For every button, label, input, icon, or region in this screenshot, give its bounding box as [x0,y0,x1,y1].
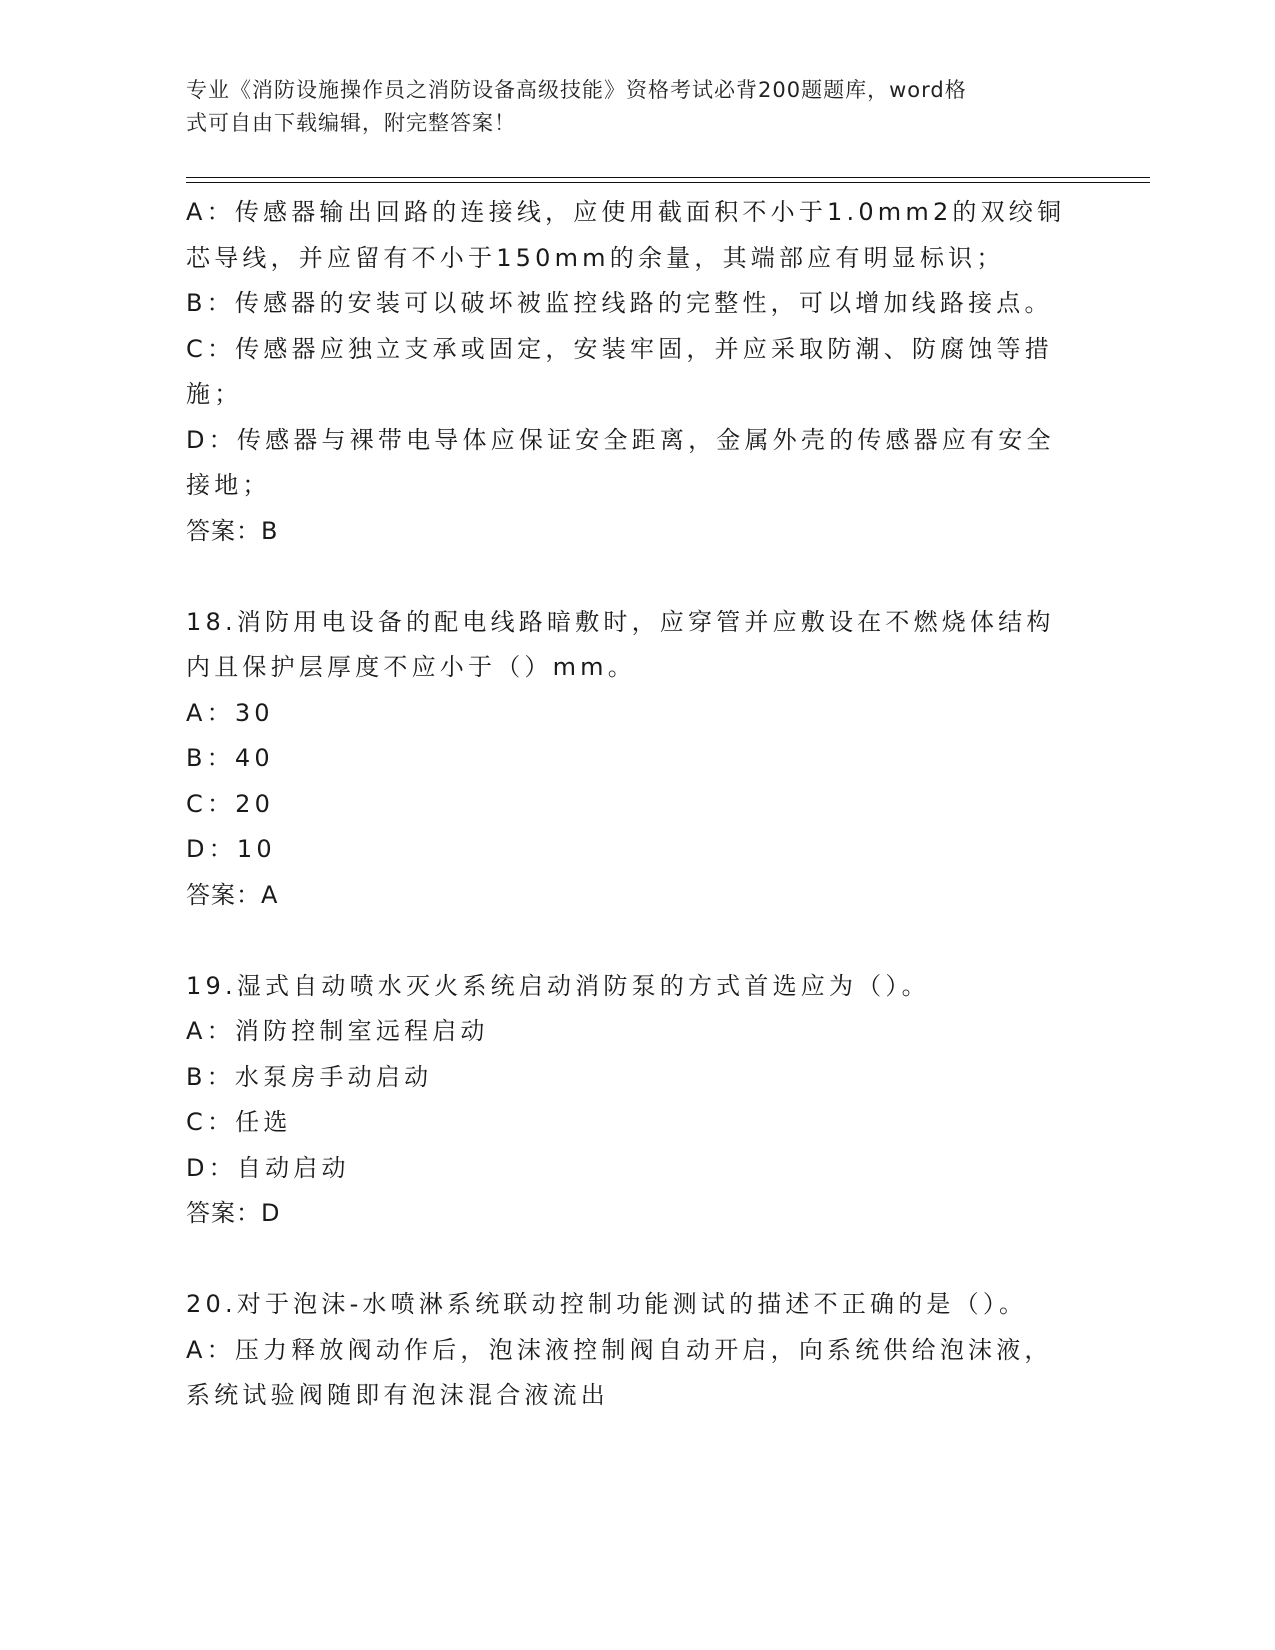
question-18 [186,600,1086,919]
q19-option-b: B：水泵房手动启动 [186,1062,433,1091]
document-header [186,74,1066,140]
q17-option-c-line-2: 施； [186,380,243,408]
q20-option-a-line-2: 系统试验阀随即有泡沫混合液流出 [186,1381,609,1409]
q18-option-c: C：20 [186,789,275,818]
q18-answer: 答案：A [186,880,279,909]
q19-stem: 19.湿式自动喷水灭火系统启动消防泵的方式首选应为（）。 [186,971,930,1000]
q19-answer: 答案：D [186,1199,281,1227]
header-line-1: 专业《消防设施操作员之消防设备高级技能》资格考试必背200题题库，word格 [186,78,967,102]
q17-option-d-line-1: D：传感器与裸带电导体应保证安全距离，金属外壳的传感器应有安全 [186,425,1055,454]
q19-option-d: D：自动启动 [186,1153,350,1182]
q18-stem-line-1: 18.消防用电设备的配电线路暗敷时，应穿管并应敷设在不燃烧体结构 [186,607,1055,636]
q18-stem-line-2: 内且保护层厚度不应小于（）mm。 [186,653,636,681]
q17-option-d-line-2: 接地； [186,471,271,499]
q17-answer: 答案：B [186,516,279,545]
header-line-2: 式可自由下载编辑，附完整答案！ [186,111,516,135]
q18-option-b: B：40 [186,744,274,772]
spacer [186,918,1086,964]
question-20 [186,1282,1086,1419]
question-17 [186,190,1086,554]
q17-option-c-line-1: C：传感器应独立支承或固定，安装牢固，并应采取防潮、防腐蚀等措 [186,334,1053,363]
q20-option-a-line-1: A：压力释放阀动作后，泡沫液控制阀自动开启，向系统供给泡沫液， [186,1335,1053,1364]
q18-option-d: D：10 [186,835,276,863]
q17-option-a-line-2: 芯导线，并应留有不小于150mm的余量，其端部应有明显标识； [186,243,1005,272]
header-rule-top [186,177,1150,178]
q20-stem: 20.对于泡沫-水喷淋系统联动控制功能测试的描述不正确的是（）。 [186,1290,1028,1318]
spacer [186,1237,1086,1283]
q19-option-a: A：消防控制室远程启动 [186,1017,489,1045]
question-19 [186,964,1086,1237]
header-rule-bottom [186,182,1150,183]
q17-option-a-line-1: A：传感器输出回路的连接线，应使用截面积不小于1.0mm2的双绞铜 [186,198,1066,226]
question-list [186,190,1086,1419]
q17-option-b: B：传感器的安装可以破坏被监控线路的完整性，可以增加线路接点。 [186,289,1053,317]
spacer [186,554,1086,600]
q19-option-c: C：任选 [186,1108,292,1136]
q18-option-a: A：30 [186,698,274,727]
